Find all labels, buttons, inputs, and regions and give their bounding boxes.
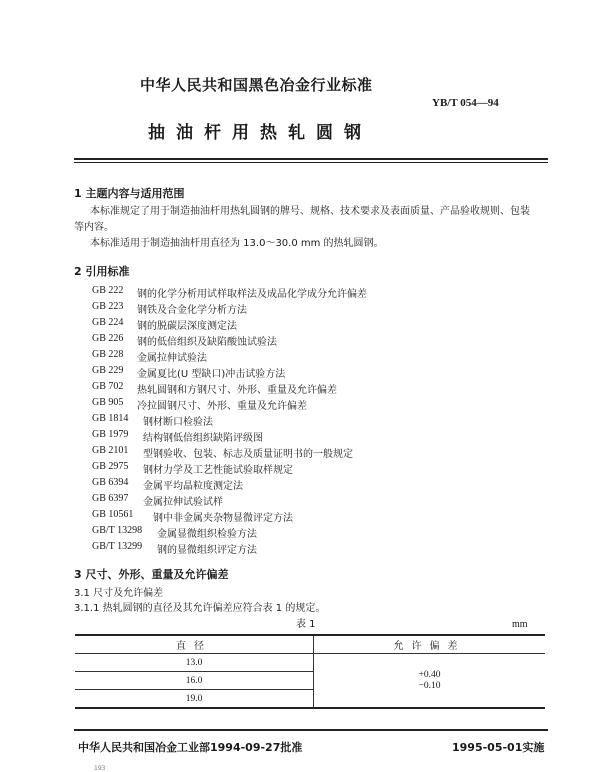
reference-title: 金属拉伸试验试样 [143, 497, 223, 508]
section-3-1-1-clause: 3.1.1 热轧圆钢的直径及其允许偏差应符合表 1 的规定。 [74, 603, 326, 614]
reference-title: 结构钢低倍组织缺陷评级图 [143, 433, 263, 444]
reference-item [0, 509, 600, 525]
reference-title: 热轧圆钢和方钢尺寸、外形、重量及允许偏差 [137, 385, 337, 396]
reference-title: 金属拉伸试验法 [137, 353, 207, 364]
section-3-heading: 3 尺寸、外形、重量及允许偏差 [74, 568, 229, 581]
tolerance-cell [314, 654, 546, 709]
reference-item [0, 285, 600, 301]
reference-item [0, 477, 600, 493]
section-1-paragraph-1-line-2: 等内容。 [74, 222, 114, 233]
approval-statement: 中华人民共和国冶金工业部1994-09-27批准 [78, 741, 303, 754]
footer-divider [74, 729, 548, 731]
reference-code: GB 2101 [92, 445, 129, 456]
reference-item [0, 365, 600, 381]
column-header-diameter: 直径 [75, 635, 314, 654]
table-1-caption: 表 1 [296, 619, 316, 630]
reference-item [0, 413, 600, 429]
reference-title: 钢的显微组织评定方法 [157, 545, 257, 556]
table-1 [75, 634, 545, 709]
effective-date: 1995-05-01实施 [452, 741, 545, 754]
standard-category-title: 中华人民共和国黑色冶金行业标准 [140, 76, 373, 94]
reference-title: 钢材断口检验法 [143, 417, 213, 428]
reference-item [0, 349, 600, 365]
reference-code: GB 222 [92, 285, 124, 296]
reference-title: 金属平均晶粒度测定法 [143, 481, 243, 492]
section-1-paragraph-2: 本标准适用于制造抽油杆用直径为 13.0～30.0 mm 的热轧圆钢。 [90, 238, 384, 249]
reference-item [0, 525, 600, 541]
reference-item [0, 445, 600, 461]
reference-code: GB 905 [92, 397, 124, 408]
standard-number: YB/T 054—94 [432, 97, 499, 109]
table-header-row [75, 635, 545, 654]
table-1-unit: mm [512, 619, 528, 630]
tolerance-plus: +0.40 [418, 669, 441, 680]
reference-item [0, 397, 600, 413]
reference-title: 钢的低倍组织及缺陷酸蚀试验法 [137, 337, 277, 348]
diameter-cell: 19.0 [75, 690, 314, 709]
reference-title: 冷拉圆钢尺寸、外形、重量及允许偏差 [137, 401, 307, 412]
reference-item [0, 429, 600, 445]
reference-code: GB 10561 [92, 509, 134, 520]
page-mark: 193 [94, 765, 106, 772]
reference-code: GB/T 13298 [92, 525, 143, 536]
reference-item [0, 301, 600, 317]
diameter-cell: 16.0 [75, 672, 314, 690]
reference-code: GB 6397 [92, 493, 129, 504]
reference-item [0, 333, 600, 349]
section-2-heading: 2 引用标准 [74, 265, 130, 278]
reference-code: GB 2975 [92, 461, 129, 472]
reference-code: GB 228 [92, 349, 124, 360]
reference-code: GB 1814 [92, 413, 129, 424]
reference-item [0, 317, 600, 333]
diameter-cell: 13.0 [75, 654, 314, 672]
reference-title: 金属夏比(U 型缺口)冲击试验方法 [137, 369, 286, 380]
tolerance-minus: −0.10 [418, 680, 441, 691]
header-divider-thin [74, 162, 548, 163]
reference-code: GB 1979 [92, 429, 129, 440]
reference-code: GB 702 [92, 381, 124, 392]
reference-code: GB/T 13299 [92, 541, 143, 552]
document-title: 抽油杆用热轧圆钢 [148, 123, 372, 143]
reference-code: GB 224 [92, 317, 124, 328]
reference-code: GB 229 [92, 365, 124, 376]
header-divider [74, 158, 548, 160]
reference-title: 型钢验收、包装、标志及质量证明书的一般规定 [143, 449, 353, 460]
reference-title: 钢的脱碳层深度测定法 [137, 321, 237, 332]
reference-code: GB 6394 [92, 477, 129, 488]
reference-title: 钢中非金属夹杂物显微评定方法 [153, 513, 293, 524]
reference-title: 钢的化学分析用试样取样法及成品化学成分允许偏差 [137, 289, 367, 300]
reference-item [0, 461, 600, 477]
reference-item [0, 541, 600, 557]
reference-title: 金属显微组织检验方法 [157, 529, 257, 540]
reference-code: GB 226 [92, 333, 124, 344]
reference-code: GB 223 [92, 301, 124, 312]
table-row [75, 654, 545, 672]
reference-title: 钢铁及合金化学分析方法 [137, 305, 247, 316]
reference-item [0, 493, 600, 509]
reference-item [0, 381, 600, 397]
reference-title: 钢材力学及工艺性能试验取样规定 [143, 465, 293, 476]
column-header-tolerance: 允许偏差 [314, 635, 546, 654]
section-1-heading: 1 主题内容与适用范围 [74, 187, 185, 200]
section-1-paragraph-1-line-1: 本标准规定了用于制造抽油杆用热轧圆钢的牌号、规格、技术要求及表面质量、产品验收规则、包装 [90, 206, 530, 217]
section-3-1-heading: 3.1 尺寸及允许偏差 [74, 588, 164, 599]
